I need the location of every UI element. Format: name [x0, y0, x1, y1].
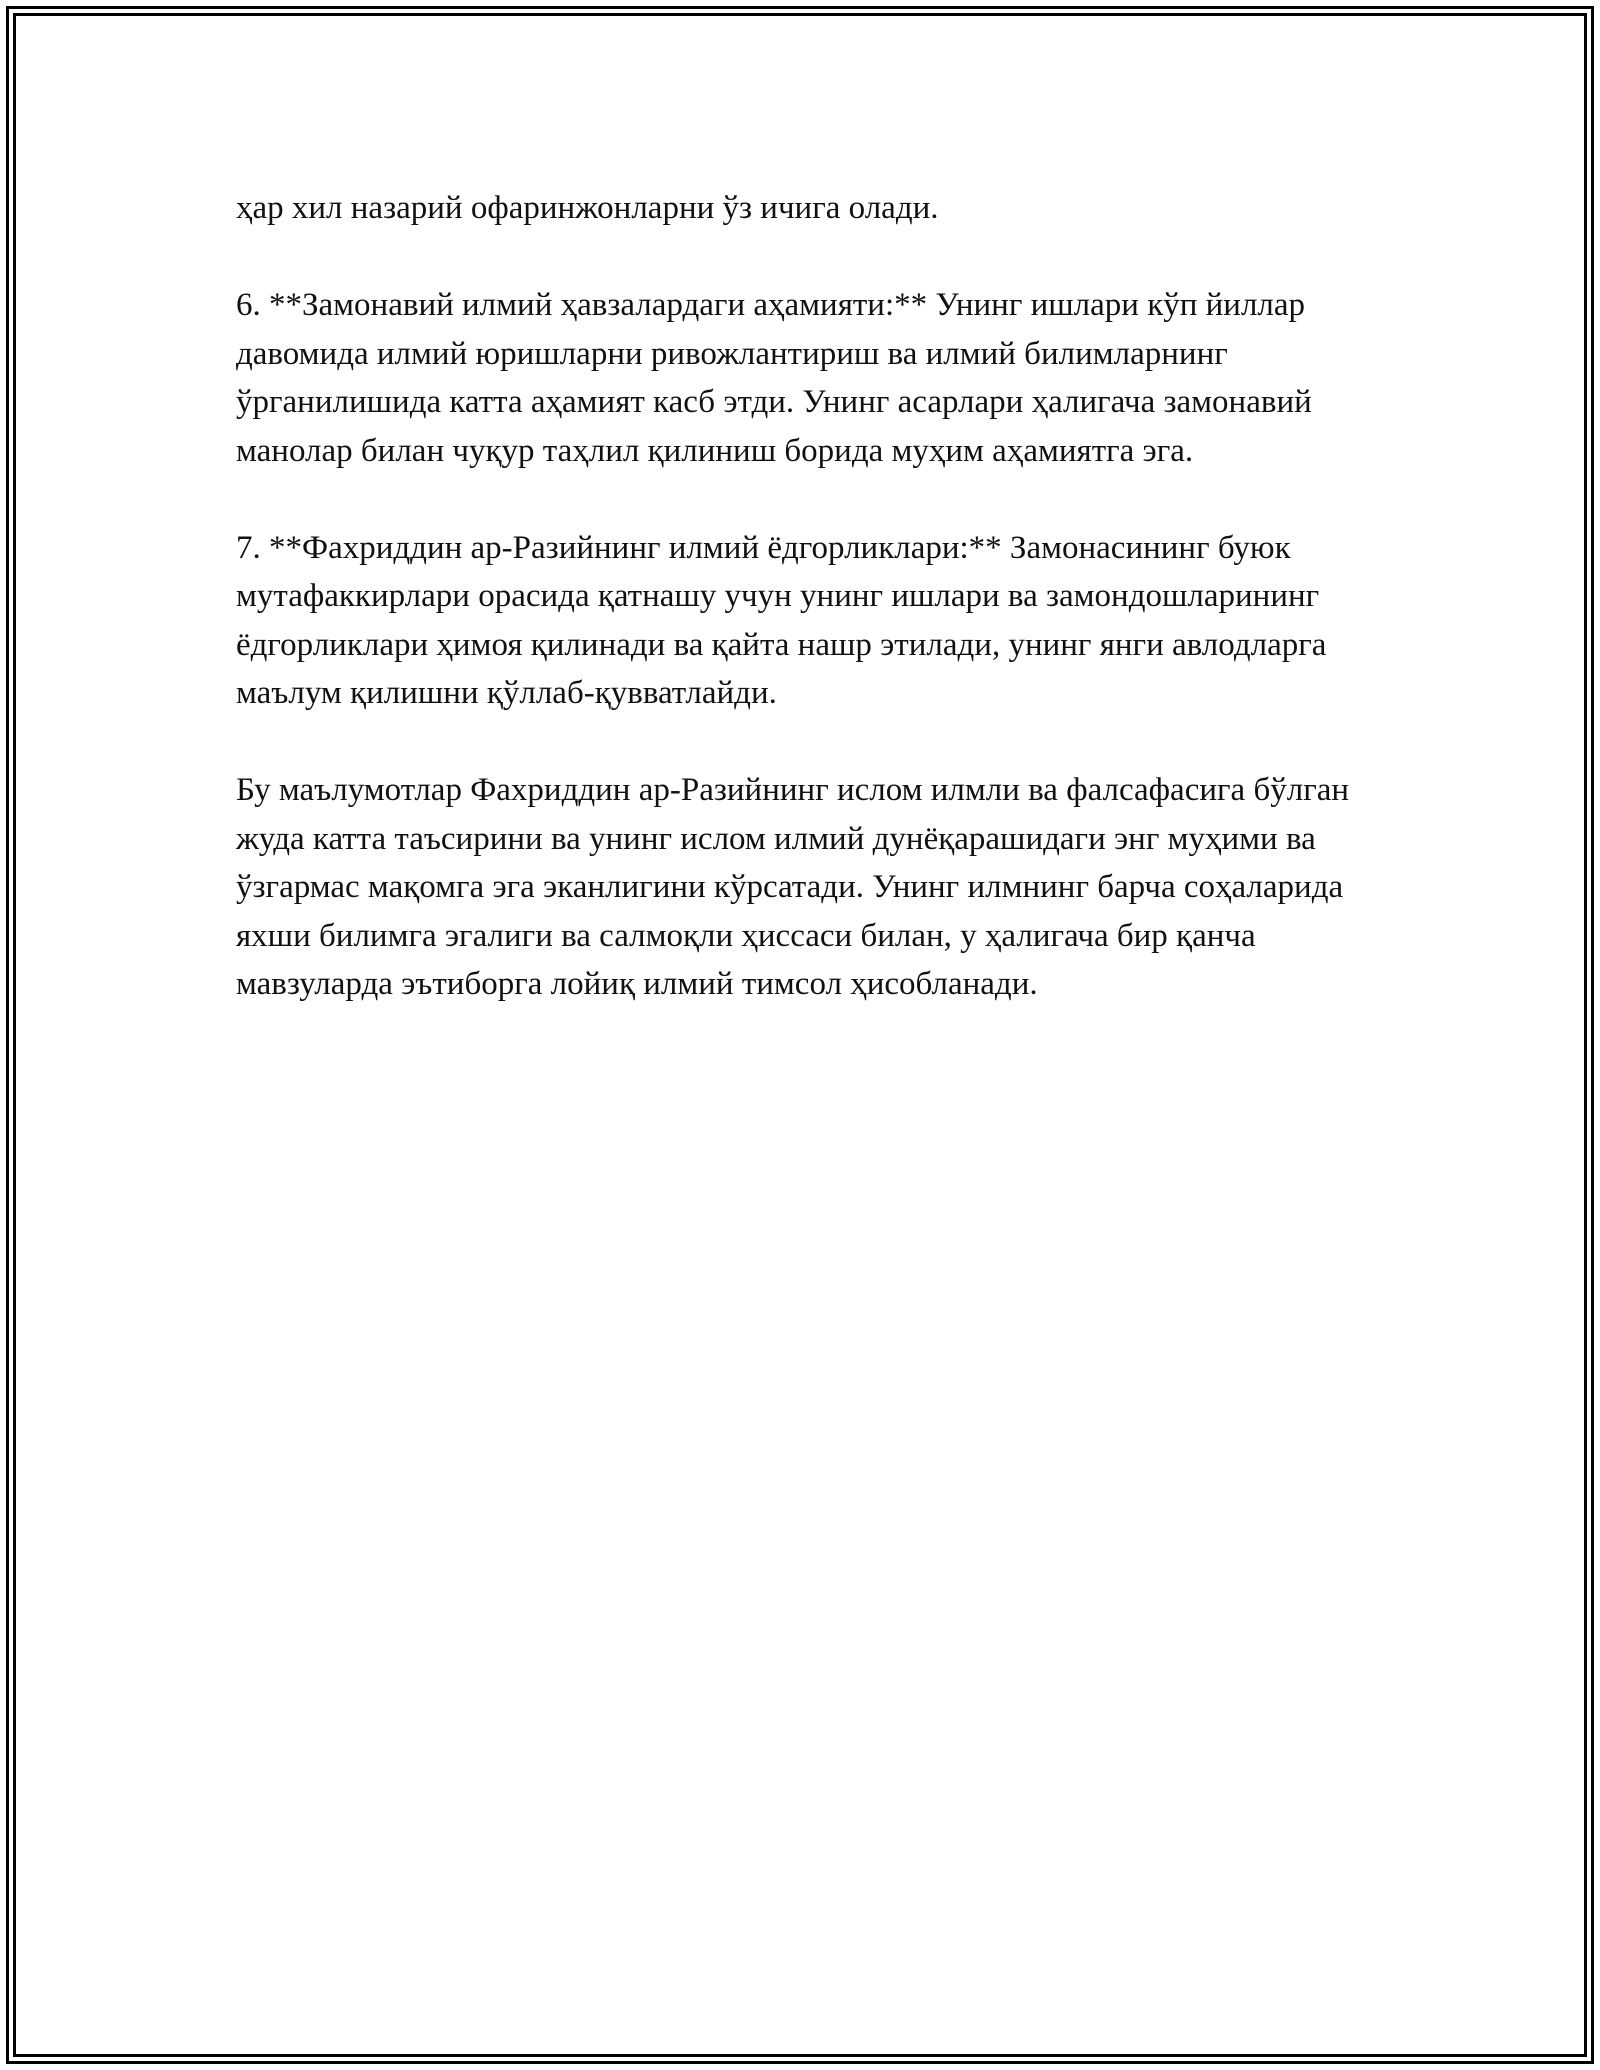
paragraph-item-7: 7. **Фахриддин ар-Разийнинг илмий ёдгорликлари:** Замонасининг буюк мутафаккирлари орасида қатнашу учун унинг ишлари ва замондошларининг ёдгорликлари ҳимоя қилинади ва қайта нашр этилади, унинг янги авлодларга маълум қилишни қўллаб-қувватлайди. — [236, 529, 1327, 711]
document-body — [236, 184, 1376, 1057]
paragraph-item-6: 6. **Замонавий илмий ҳавзалардаги аҳамияти:** Унинг ишлари кўп йиллар давомида илмий юришларни ривожлантириш ва илмий билимларнинг ўрганилишида катта аҳамият касб этди. Унинг асарлари ҳалигача замонавий манолар билан чуқур таҳлил қилиниш борида муҳим аҳамиятга эга. — [236, 287, 1312, 469]
paragraph-conclusion: Бу маълумотлар Фахриддин ар-Разийнинг ислом илмли ва фалсафасига бўлган жуда катта таъсирини ва унинг ислом илмий дунёқарашидаги энг муҳими ва ўзгармас мақомга эга эканлигини кўрсатади. Унинг илмнинг барча соҳаларида яхши билимга эгалиги ва салмоқли ҳиссаси билан, у ҳалигача бир қанча мавзуларда эътиборга лойиқ илмий тимсол ҳисобланади. — [236, 772, 1350, 1002]
paragraph-continuation: ҳар хил назарий офаринжонларни ўз ичига олади. — [236, 190, 939, 226]
